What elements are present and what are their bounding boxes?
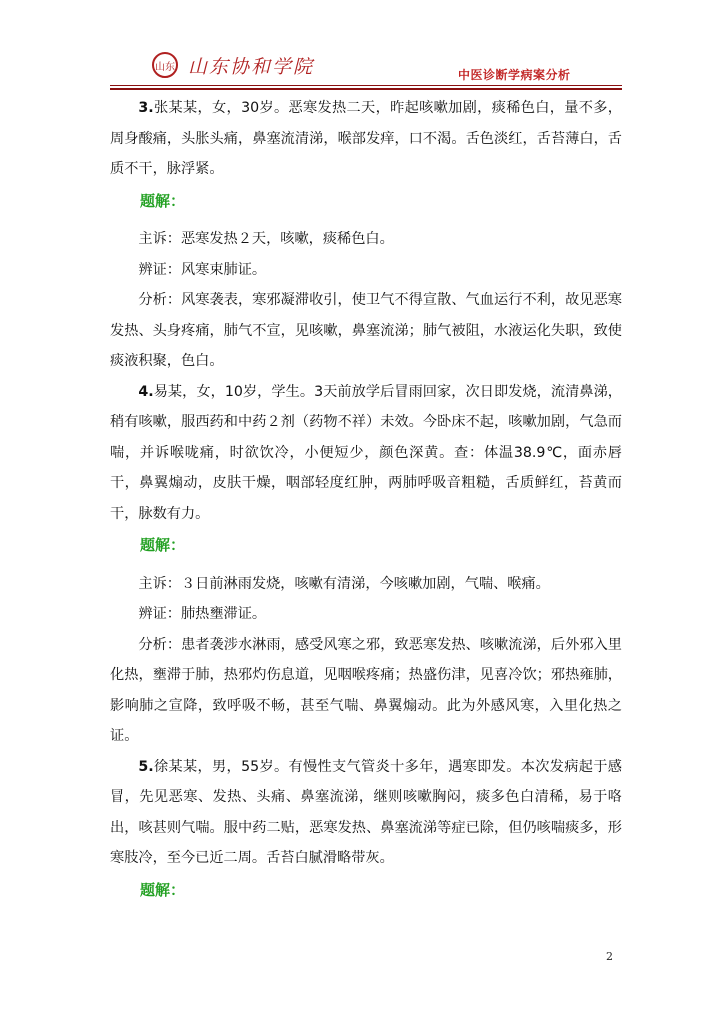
case-4-diagnosis: 辨证：肺热壅滞证。: [138, 606, 267, 622]
case-3-chief-complaint: 主诉：恶寒发热２天，咳嗽，痰稀色白。: [138, 231, 394, 247]
case-text: 易某，女，10岁，学生。3天前放学后冒雨回家，次日即发烧，流清鼻涕，稍有咳嗽，服西药和中药２剂（药物不祥）未效。今卧床不起，咳嗽加剧，气急而喘，并诉喉咙痛，时欲饮冷，小便短少，颜色深黄。查：体温38.9℃，面赤唇干，鼻翼煽动，皮肤干燥，咽部轻度红肿，两肺呼吸音粗糙，舌质鲜红，苔黄而干，脉数有力。: [110, 383, 622, 522]
header-divider-thick: [110, 88, 622, 90]
case-number: 4.: [138, 383, 154, 400]
case-text: 徐某某，男，55岁。有慢性支气管炎十多年，遇寒即发。本次发病起于感冒，先见恶寒、发热、头痛、鼻塞流涕，继则咳嗽胸闷，痰多色白清稀，易于咯出，咳甚则气喘。服中药二贴，恶寒发热、鼻塞流涕等症已除，但仍咳喘痰多，形寒肢冷，至今已近二周。舌苔白腻滑略带灰。: [110, 758, 622, 866]
case-number: 3.: [138, 100, 154, 116]
document-title: 中医诊断学病案分析: [458, 68, 571, 82]
case-4-description: [110, 377, 622, 530]
header-divider: [110, 85, 622, 86]
case-number: 5.: [138, 758, 154, 775]
college-logo-seal: 山东: [152, 52, 178, 78]
case-3-diagnosis: 辨证：风寒束肺证。: [138, 261, 267, 278]
case-5-solution-heading: 题解：: [140, 880, 186, 899]
case-text: 张某某，女，30岁。恶寒发热二天，昨起咳嗽加剧，痰稀色白，量不多，周身酸痛，头胀头痛，鼻塞流清涕，喉部发痒，口不渴。舌色淡红，舌苔薄白，舌质不干，脉浮紧。: [110, 100, 622, 177]
case-5-description: [110, 752, 622, 874]
case-3-description: [110, 93, 622, 185]
case-3-analysis: 分析：风寒袭表，寒邪凝滞收引，使卫气不得宣散、气血运行不利，故见恶寒发热、头身疼痛，肺气不宣，见咳嗽，鼻塞流涕；肺气被阻，水液运化失职，致使痰液积聚，色白。: [110, 292, 622, 369]
page-header: [0, 0, 724, 90]
page-body: [110, 93, 622, 913]
case-4-solution-heading: 题解：: [140, 536, 186, 554]
page-number: 2: [606, 950, 613, 963]
college-name-logo: 山东协和学院: [188, 56, 315, 78]
case-4-chief-complaint: 主诉：３日前淋雨发烧，咳嗽有清涕，今咳嗽加剧，气喘、喉痛。: [138, 575, 550, 592]
case-4-analysis: 分析：患者袭涉水淋雨，感受风寒之邪，致恶寒发热、咳嗽流涕，后外邪入里化热，壅滞于肺，热邪灼伤息道，见咽喉疼痛；热盛伤津，见喜冷饮；邪热雍肺，影响肺之宣降，致呼吸不畅，甚至气喘、鼻翼煽动。此为外感风寒，入里化热之证。: [110, 636, 622, 744]
case-3-solution-heading: 题解：: [140, 191, 186, 210]
